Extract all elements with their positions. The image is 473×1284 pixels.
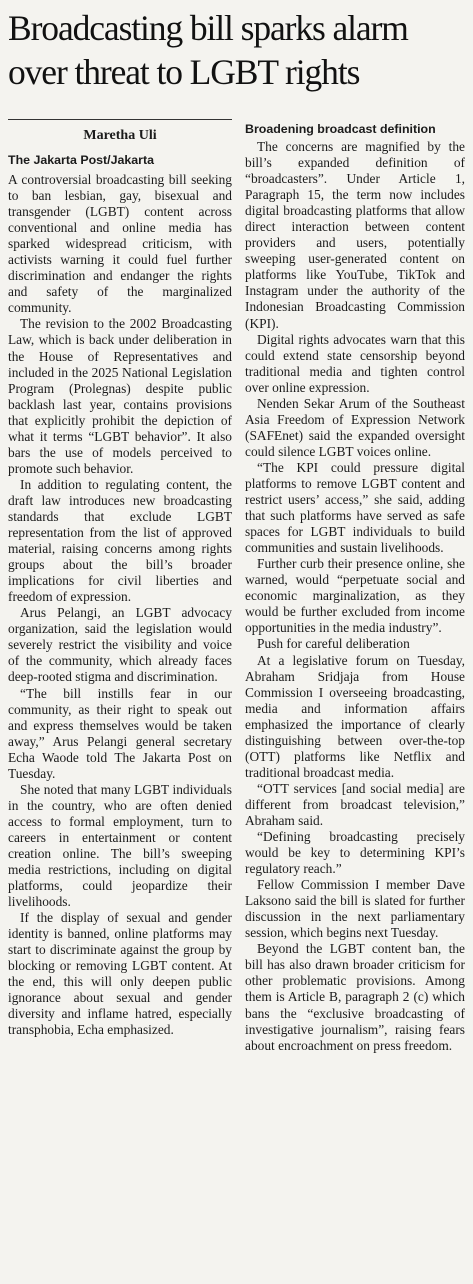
paragraph: “The KPI could pressure digital platforms to remove LGBT content and restrict users’ access,” she said, adding that such platforms have served as safe spaces for LGBT individuals to build communities and sustain livelihoods. [245,459,465,556]
paragraph: Nenden Sekar Arum of the Southeast Asia Freedom of Expression Network (SAFEnet) said the expanded oversight could silence LGBT voices online. [245,395,465,459]
left-column [8,118,232,1039]
right-column [245,118,465,1054]
paragraph: In addition to regulating content, the draft law introduces new broadcasting standards that exclude LGBT representation from the list of approved material, raising concerns among rights groups about the bill’s broader implications for civil liberties and freedom of expression. [8,476,232,605]
paragraph: The concerns are magnified by the bill’s expanded definition of “broadcasters”. Under Article 1, Paragraph 15, the term now includes digital broadcasting platforms that allow direct interaction between content providers and users, potentially sweeping user-generated content on platforms like YouTube, TikTok and Instagram under the authority of the Indonesian Broadcasting Commission (KPI). [245,139,465,331]
headline: Broadcasting bill sparks alarm over threat to LGBT rights [8,8,408,92]
paragraph: “The bill instills fear in our community, as their right to speak out and express themselves would be taken away,” Arus Pelangi general secretary Echa Waode told The Jakarta Post on Tuesday. [8,685,232,781]
paragraph: She noted that many LGBT individuals in the country, who are often denied access to formal employment, turn to careers in entertainment or content creation online. The bill’s sweeping media restrictions, including on digital platforms, could jeopardize their livelihoods. [8,781,232,910]
paragraph: “OTT services [and social media] are different from broadcast television,” Abraham said. [245,780,465,828]
article-body [8,118,465,1284]
paragraph: Fellow Commission I member Dave Laksono said the bill is slated for further discussion in the next parliamentary session, which begins next Tuesday. [245,877,465,941]
paragraph: Digital rights advocates warn that this could extend state censorship beyond traditional media and tighten control over online expression. [245,331,465,395]
paragraph: The revision to the 2002 Broadcasting Law, which is back under deliberation in the House of Representatives and included in the 2025 National Legislation Program (Prolegnas) despite public backlash last year, contains provisions that explicitly prohibit the depiction of what it terms “LGBT behavior”. It also bars the use of models perceived to promote such behavior. [8,316,232,476]
paragraph: If the display of sexual and gender identity is banned, online platforms may start to discriminate against the group by blocking or removing LGBT content. At the end, this will only deepen public ignorance about sexual and gender diversity and inflame hatred, especially transphobia, Echa emphasized. [8,910,232,1038]
paragraph: “Defining broadcasting precisely would be key to determining KPI’s regulatory reach.” [245,829,465,877]
dateline: The Jakarta Post/Jakarta [8,153,155,167]
paragraph: At a legislative forum on Tuesday, Abraham Sridjaja from House Commission I overseeing broadcasting, media and information affairs emphasized the importance of clearly distinguishing between over-the-top (OTT) platforms like Netflix and traditional broadcast media. [245,652,465,780]
paragraph: Further curb their presence online, she warned, would “perpetuate social and economic marginalization, as they would be further excluded from income opportunities in the media industry”. [245,556,465,636]
paragraph: Arus Pelangi, an LGBT advocacy organization, said the legislation would severely restrict the visibility and voice of the community, which already faces deep-rooted stigma and discrimination. [8,605,232,685]
paragraph: Beyond the LGBT content ban, the bill has also drawn broader criticism for other problematic provisions. Among them is Article B, paragraph 2 (c) which bans the “exclusive broadcasting of investigative journalism”, raising fears about encroachment on press freedom. [245,941,465,1053]
subhead-push: Push for careful deliberation [257,636,410,652]
byline-rule [8,119,232,120]
paragraph: A controversial broadcasting bill seeking to ban lesbian, gay, bisexual and transgender (LGBT) content across conventional and online media has sparked widespread criticism, with activists warning it could fuel further discrimination and endanger the rights and safety of the marginalized community. [8,172,232,316]
byline: Maretha Uli [83,128,157,143]
subhead-broadening: Broadening broadcast definition [245,122,436,136]
